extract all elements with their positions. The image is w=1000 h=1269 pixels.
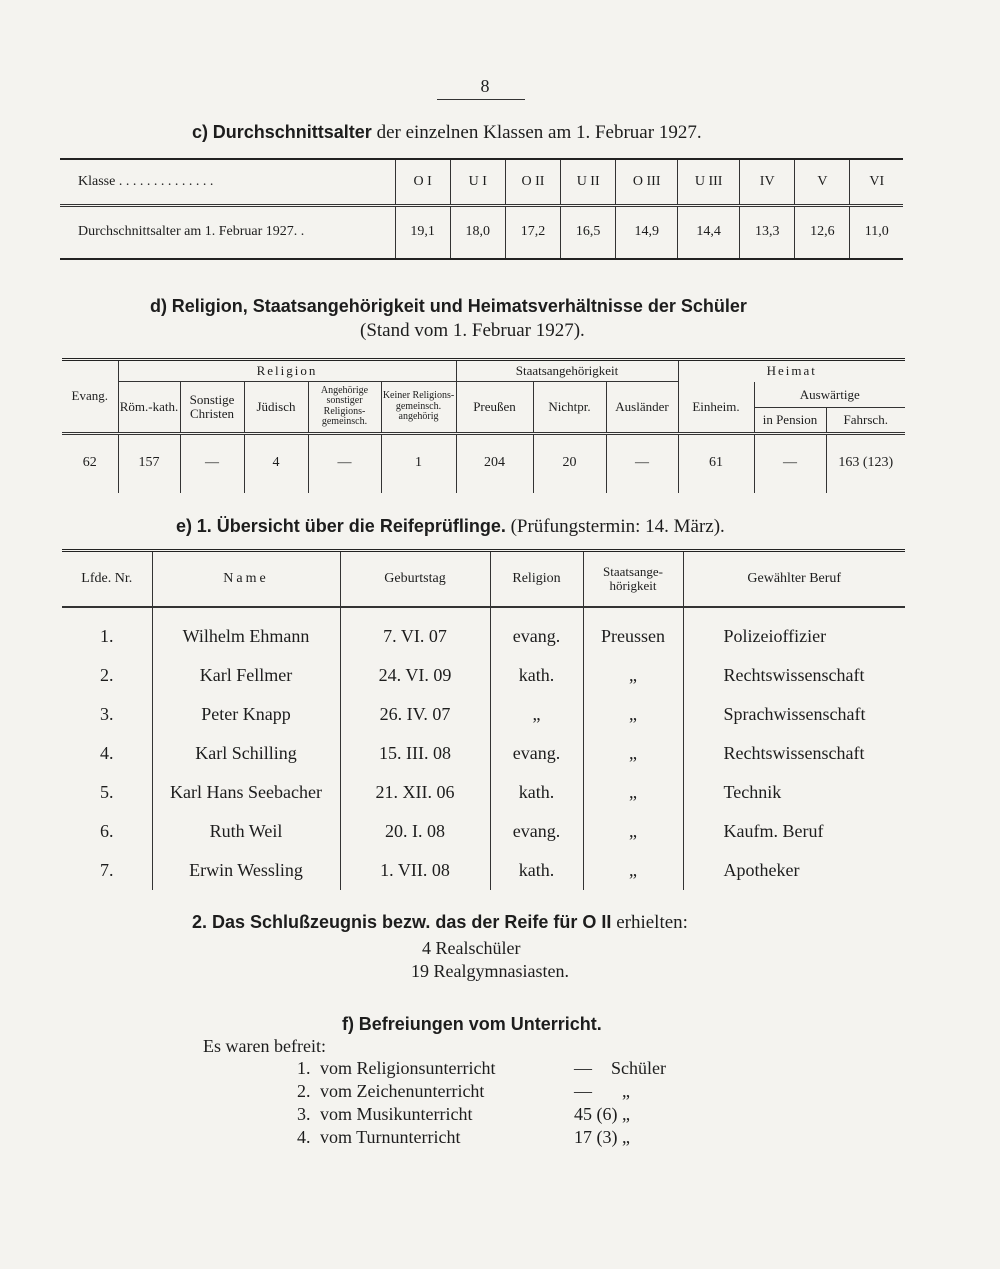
section-d-label: d): [150, 296, 167, 316]
value-cell: 1: [381, 433, 456, 493]
value-cell: 20: [533, 433, 606, 493]
table-row: [62, 695, 905, 734]
class-cell: IV: [740, 159, 795, 205]
row-geburtstag: 15. III. 08: [340, 734, 490, 773]
col-sonstige-christen: Sonstige Christen: [180, 382, 244, 434]
col-in-pension: in Pension: [755, 408, 827, 432]
row-beruf: Technik: [683, 773, 905, 812]
value-cell: 163 (123): [826, 433, 905, 493]
f-item-text: vom Zeichenunterricht: [320, 1081, 485, 1101]
header-geburtstag: Geburtstag: [340, 551, 490, 607]
group-heimat: Heimat: [678, 360, 905, 382]
f-item-nr: 1.: [297, 1058, 311, 1078]
section-c-label: c): [192, 122, 209, 142]
f-item-count: —: [574, 1081, 592, 1101]
row-name: Wilhelm Ehmann: [152, 607, 340, 656]
section-e-label: e): [176, 516, 193, 536]
average-cell: 12,6: [795, 205, 850, 259]
row-staat: „: [583, 851, 683, 890]
row-staat: „: [583, 773, 683, 812]
average-cell: 18,0: [450, 205, 505, 259]
col-fahrsch: Fahrsch.: [843, 411, 888, 427]
col-roem-kath: Röm.-kath.: [118, 382, 180, 434]
row-religion: evang.: [490, 734, 583, 773]
row-staat: „: [583, 656, 683, 695]
average-cell: 16,5: [561, 205, 616, 259]
row-religion: kath.: [490, 656, 583, 695]
col-evang: Evang.: [71, 388, 108, 404]
value-cell: 204: [456, 433, 533, 493]
f-item-text: vom Turnunterricht: [320, 1127, 461, 1147]
group-religion: Religion: [118, 360, 456, 382]
row-staat: „: [583, 734, 683, 773]
row-staat: „: [583, 695, 683, 734]
row-name: Peter Knapp: [152, 695, 340, 734]
f-item-text: vom Religionsunterricht: [320, 1058, 496, 1078]
table-header-row: [62, 360, 905, 382]
header-name: Name: [152, 551, 340, 607]
class-cell: U II: [561, 159, 616, 205]
col-einheim: Einheim.: [678, 382, 754, 434]
row-label-average: Durchschnittsalter am 1. Februar 1927. .: [60, 205, 395, 259]
f-item-count: 17 (3): [574, 1127, 618, 1147]
header-beruf: Gewählter Beruf: [683, 551, 905, 607]
row-geburtstag: 24. VI. 09: [340, 656, 490, 695]
row-name: Erwin Wessling: [152, 851, 340, 890]
col-auswaertige: Auswärtige: [755, 382, 906, 408]
section-d-subtitle: (Stand vom 1. Februar 1927).: [360, 320, 585, 341]
section-e2-title: [192, 912, 688, 934]
f-item-unit: Schüler: [611, 1058, 666, 1078]
section-f-label: f): [342, 1014, 354, 1034]
section-c-title-rest: der einzelnen Klassen am 1. Februar 1927.: [376, 122, 702, 143]
col-preussen: Preußen: [456, 382, 533, 434]
row-number: 3.: [100, 703, 114, 724]
row-label-klasse: Klasse . . . . . . . . . . . . . .: [78, 173, 214, 189]
row-beruf: Polizeioffizier: [683, 607, 905, 656]
row-number: 7.: [100, 859, 114, 880]
class-cell: O I: [395, 159, 450, 205]
row-beruf: Sprachwissenschaft: [683, 695, 905, 734]
f-item-unit: „: [622, 1081, 630, 1101]
row-name: Ruth Weil: [152, 812, 340, 851]
row-religion: kath.: [490, 773, 583, 812]
col-juedisch: Jüdisch: [244, 382, 308, 434]
row-religion: kath.: [490, 851, 583, 890]
f-item-nr: 3.: [297, 1104, 311, 1124]
section-f-intro: Es waren befreit:: [203, 1036, 326, 1056]
row-beruf: Kaufm. Beruf: [683, 812, 905, 851]
f-item-nr: 4.: [297, 1127, 311, 1147]
section-d-title: [150, 296, 747, 318]
row-number: 2.: [100, 664, 114, 685]
e2-line-realgymnasiasten: 19 Realgymnasiasten.: [411, 961, 569, 981]
table-row: [62, 734, 905, 773]
section-c-title-bold: Durchschnittsalter: [212, 122, 372, 142]
e2-line-realschueler: 4 Realschüler: [422, 938, 521, 958]
col-angehoerige: Angehörige sonstiger Religions-gemeinsch.: [308, 382, 381, 434]
table-reifepruefling: [62, 549, 905, 890]
f-item-text: vom Musikunterricht: [320, 1104, 473, 1124]
table-row-average: [60, 205, 903, 259]
col-nichtpr: Nichtpr.: [533, 382, 606, 434]
col-auslaender: Ausländer: [606, 382, 678, 434]
value-cell: 61: [678, 433, 754, 493]
value-cell: 62: [62, 433, 118, 493]
f-item-count: 45 (6): [574, 1104, 618, 1124]
row-geburtstag: 26. IV. 07: [340, 695, 490, 734]
row-geburtstag: 1. VII. 08: [340, 851, 490, 890]
average-cell: 14,9: [616, 205, 678, 259]
section-f-title-bold: Befreiungen vom Unterricht.: [358, 1014, 602, 1034]
value-cell: —: [754, 433, 826, 493]
class-cell: U III: [678, 159, 740, 205]
average-cell: 19,1: [395, 205, 450, 259]
section-e2-title-rest: erhielten:: [616, 912, 688, 933]
value-cell: —: [180, 433, 244, 493]
f-item-count: —: [574, 1058, 592, 1078]
row-name: Karl Hans Seebacher: [152, 773, 340, 812]
value-cell: 157: [118, 433, 180, 493]
header-lfde-nr: Lfde. Nr.: [62, 551, 152, 607]
section-c-title: [192, 122, 702, 144]
section-e-title-rest: (Prüfungstermin: 14. März).: [510, 516, 725, 537]
average-cell: 13,3: [740, 205, 795, 259]
section-e2-title-bold: 2. Das Schlußzeugnis bezw. das der Reife für O II: [192, 912, 612, 932]
row-staat: Preussen: [583, 607, 683, 656]
col-keiner: Keiner Religions-gemeinsch. angehörig: [381, 382, 456, 434]
f-item-unit: „: [622, 1127, 630, 1147]
table-row: [62, 773, 905, 812]
class-cell: O III: [616, 159, 678, 205]
row-beruf: Rechtswissenschaft: [683, 656, 905, 695]
section-e-title-bold: 1. Übersicht über die Reifeprüflinge.: [196, 516, 506, 536]
f-item-nr: 2.: [297, 1081, 311, 1101]
table-row: [62, 433, 905, 493]
header-staatsangehoerigkeit: Staatsange-hörigkeit: [583, 551, 683, 607]
table-row: [62, 656, 905, 695]
value-cell: —: [606, 433, 678, 493]
class-cell: V: [795, 159, 850, 205]
row-name: Karl Fellmer: [152, 656, 340, 695]
table-header-row: [62, 551, 905, 607]
row-number: 5.: [100, 781, 114, 802]
table-row-klasse: [60, 159, 903, 205]
average-cell: 14,4: [678, 205, 740, 259]
row-geburtstag: 21. XII. 06: [340, 773, 490, 812]
row-religion: evang.: [490, 607, 583, 656]
section-f-title: [342, 1014, 602, 1036]
row-staat: „: [583, 812, 683, 851]
value-cell: 4: [244, 433, 308, 493]
table-row: [62, 812, 905, 851]
table-header-row: [62, 382, 905, 434]
table-religion-heimat: [62, 358, 905, 493]
average-cell: 17,2: [505, 205, 560, 259]
table-row: [62, 851, 905, 890]
class-cell: O II: [505, 159, 560, 205]
row-number: 6.: [100, 820, 114, 841]
row-geburtstag: 20. I. 08: [340, 812, 490, 851]
row-beruf: Rechtswissenschaft: [683, 734, 905, 773]
page-number-rule: [437, 99, 525, 100]
row-number: 4.: [100, 742, 114, 763]
header-religion: Religion: [490, 551, 583, 607]
row-religion: „: [490, 695, 583, 734]
f-item-unit: „: [622, 1104, 630, 1124]
page-number: 8: [480, 76, 490, 96]
section-e-title: [176, 516, 725, 538]
row-geburtstag: 7. VI. 07: [340, 607, 490, 656]
row-religion: evang.: [490, 812, 583, 851]
value-cell: —: [308, 433, 381, 493]
group-staatsangehoerigkeit: Staatsangehörigkeit: [456, 360, 678, 382]
table-row: [62, 607, 905, 656]
row-beruf: Apotheker: [683, 851, 905, 890]
row-name: Karl Schilling: [152, 734, 340, 773]
class-cell: U I: [450, 159, 505, 205]
average-cell: 11,0: [850, 205, 903, 259]
class-cell: VI: [850, 159, 903, 205]
col-auswaertige-group: [754, 382, 905, 434]
row-number: 1.: [100, 626, 114, 646]
table-durchschnittsalter: [60, 158, 903, 260]
section-d-title-bold: Religion, Staatsangehörigkeit und Heimatsverhältnisse der Schüler: [171, 296, 747, 316]
